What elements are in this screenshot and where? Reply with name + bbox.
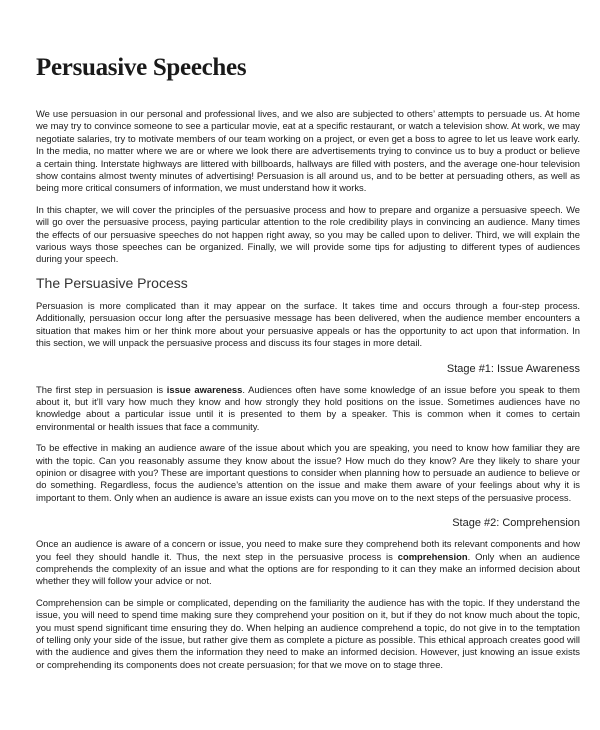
stage2-heading: Stage #2: Comprehension [452, 517, 580, 530]
stage1-paragraph-2: To be effective in making an audience aware of the issue about which you are speaking, you need to know how familiar they are with the topic. Can you reasonably assume they know about the issue? How much do they know? Are they likely to share your opinion or disagree with you? These are important questions to consider when planning how to persuade an audience to believe or do something. Regardless, focus the audience’s attention on the issue and make them aware of your feelings about why it is important to them. Only when an audience is aware an issue exists can you move on to the next steps of the persuasive process. [36, 442, 580, 503]
stage1-heading: Stage #1: Issue Awareness [446, 362, 580, 375]
page-title: Persuasive Speeches [36, 54, 247, 81]
stage2-paragraph-1 [36, 538, 580, 588]
bold-term: comprehension [397, 550, 468, 562]
text-span: . Audiences often have some knowledge of an issue before you speak to them about it, but it’ll vary how much they know and how strongly they hold positions on the issue. Sometimes audiences have no knowledge about a particular issue until it is presented to them by a speaker. This is common when it comes to certain environmental or health issues that face a community. [36, 383, 580, 432]
stage2-paragraph-2: Comprehension can be simple or complicated, depending on the familiarity the audience has with the topic. If they understand the issue, you will need to spend time making sure they comprehend your position on it, but if they do not know much about the topic, you must spend significant time ensuring they do. When helping an audience comprehend a topic, do not give in to the temptation of telling only your side of the issue, but rather give them as complete a picture as possible. This ethical approach creates good will with the audience and gives them the information they need to make an informed decision. However, just knowing an issue exists or comprehending its components does not create persuasion; for that we move on to stage three. [36, 596, 580, 670]
bold-term: issue awareness [166, 383, 243, 395]
text-span: Once an audience is aware of a concern or issue, you need to make sure they comprehend both its relevant components and how you feel they should handle it. Thus, the next step in the persuasive process is [36, 538, 580, 562]
text-span: The first step in persuasion is [36, 383, 167, 395]
process-paragraph: Persuasion is more complicated than it may appear on the surface. It takes time and occurs through a four-step process. Additionally, persuasion occur long after the persuasive message has been delivered, when the audience member encounters a situation that makes him or her think more about your persuasive appeals or has the opportunity to act upon that information. In this section, we will unpack the persuasive process and discuss its four stages in more detail. [36, 299, 580, 349]
text-span: . Only when an audience comprehends the complexity of an issue and what the options are for responding to it can they make an informed decision about whether they will follow your advice or not. [36, 550, 580, 587]
intro-paragraph-2: In this chapter, we will cover the principles of the persuasive process and how to prepare and organize a persuasive speech. We will go over the persuasive process, paying particular attention to the role credibility plays in convincing an audience. Many times the effects of our persuasive speeches do not happen right away, so you may be called upon to deliver. Third, we will explain the various ways those speeches can be organized. Finally, we will provide some tips for adjusting to different types of audiences during your speech. [36, 203, 580, 265]
stage1-paragraph-1 [36, 384, 580, 434]
intro-paragraph-1: We use persuasion in our personal and professional lives, and we also are subjected to others’ attempts to persuade us. At home we may try to convince someone to see a particular movie, eat at a specific restaurant, or watch a television show. At work, we may negotiate salaries, try to motivate members of our team working on a project, or even get a boss to agree to let us leave work early. In the media, no matter where we are or where we look there are advertisements trying to convince us to buy a product or believe a certain thing. Interstate highways are littered with billboards, hallways are filled with posters, and the average one-hour television show contains almost twenty minutes of advertising! Persuasion is all around us, and to be better at persuading others, as well as being more critical consumers of information, we must understand how it works. [36, 108, 580, 194]
section-heading: The Persuasive Process [36, 274, 188, 291]
